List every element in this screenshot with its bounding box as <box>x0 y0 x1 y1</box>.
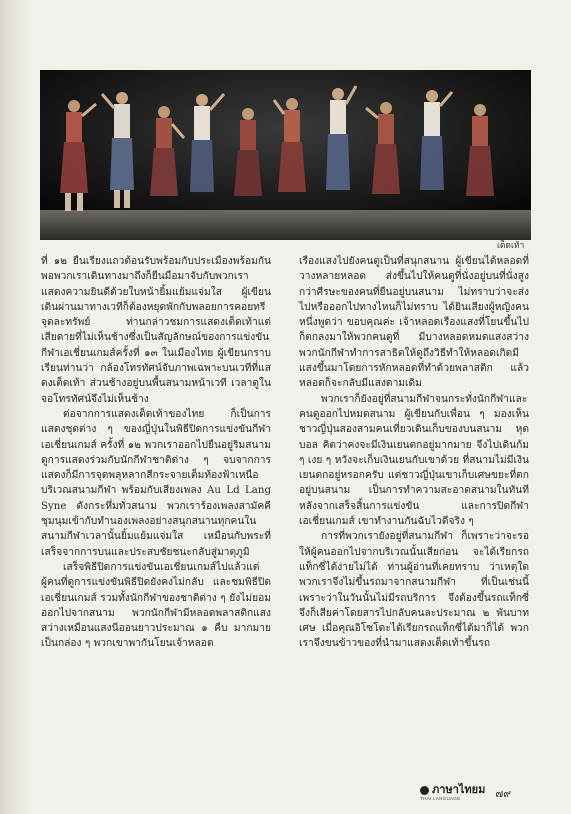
paragraph: เสร็จพิธีปิดการแข่งขันเอเชี่ยนเกมส์ไปแล้วแต่ผู้คนที่ดูการแข่งขันพิธีปิดยังคงไม่กลับ และชมพิธีปิดเอเชี่ยนเกมส์ รวมทั้งนักกีฬาของชาติต่าง ๆ ยังไม่ยอมออกไปจากสนาม พวกนักกีฬามีหลอดพลาสติกแสงสว่างเหมือนแสงนีออนยาวประมาณ ๑ คืบ มากมายเป็นกล่อง ๆ พวกเขาพากันโยนเจ้าหลอด <box>41 561 271 650</box>
left-text-column <box>41 254 271 652</box>
paragraph: เรืองแสงไปยังคนดูเป็นที่สนุกสนาน ผู้เขียนได้หลอดที่วางหลายหลอด ส่งขึ้นไปให้คนดูที่นั่งอยู่บนที่นั่งสูงกว่าศีรษะของคนที่ยืนอยู่บนสนาม ไม่ทราบว่าจะส่งไปหรือออกไปทางไหนก็ไม่ทราบ ได้ยินเสียงผู้หญิงคนหนึ่งพูดว่า ขอบคุณค่ะ เจ้าหลอดเรืองแสงที่โยนขึ้นไปก็ตกลงมาให้พวกคนดูที่ มีบางหลอดหมดแสงสว่าง พวกนักกีฬาทำการสาธิตให้ดูถึงวิธีทำให้หลอดเกิดมีแสงขึ้นมาโดยการหักหลอดที่ทำด้วยพลาสติก แล้วหลอดก็จะกลับมีแสงตามเดิม <box>299 256 529 390</box>
logo-mark-icon <box>420 786 429 795</box>
page-footer <box>420 784 511 802</box>
paragraph: การที่พวกเรายังอยู่ที่สนามกีฬา ก็เพราะว่าจะรอให้ผู้คนออกไปจากบริเวณนั้นเสียก่อน จะได้เรียกรถแท็กซี่ได้ง่ายไม่ได้ ท่านผู้อ่านที่เคยทราบ ว่าเหตุใดพวกเราจึงไม่ขึ้นรถมาจากสนามกีฬา ที่เป็นเช่นนี้เพราะว่าในวันนั้นไม่มีรถบริการ จึงต้องขึ้นรถแท็กซี่จึงก็เสียค่าโดยสารไปกลับคนละประมาณ ๒ พันบาทเศษ เมื่อคุณอิโซโดะได้เรียกรถแท็กซี่ได้มาก็ได้ พวกเราจึงขนข้าวของที่นำมาแสดงเต็ดเท้าขึ้นรถ <box>299 531 529 650</box>
brand-subtitle: THAI LANGUAGE <box>420 795 461 801</box>
performance-photo <box>40 70 531 240</box>
paragraph: ที่ ๑๒ ยืนเรียงแถวต้อนรับพร้อมกับประเมืองพร้อมกัน พอพวกเราเดินทางมาถึงก็ยืนมือมาจับกับพวกเรา แสดงความยินดีด้วยใบหน้ายิ้มแย้มแจ่มใส ผู้เขียนเดินผ่านมาทางเวทีก็ต้องหยุดพักกับพลอยการคอยทรีจุดละทรัพย์ ท่านกล่าวชมการแสดงเต็ดเท้าแต่เสียดายที่ไม่เห็นช้างซึ่งเป็นสัญลักษณ์ของการแข่งขันกีฬาเอเชี่ยนเกมส์ครั้งที่ ๑๓ ในเมืองไทย ผู้เขียนกราบเรียนท่านว่า กล้องโทรทัศน์จับภาพเฉพาะบนเวทีที่แสดงเต็ดเท้า ส่วนช้างอยู่บนพื้นสนามหน้าเวที เวลาดูในจอโทรทัศน์จึงไม่เห็นช้าง <box>41 256 271 405</box>
stage-dancers-illustration <box>40 70 531 240</box>
paragraph: พวกเราก็ยังอยู่ที่สนามกีฬาจนกระทั่งนักกีฬาและคนดูออกไปหมดสนาม ผู้เขียนกับเพื่อน ๆ มองเห็นชาวญี่ปุ่นสองสามคนเที่ยวเดินเก็บของบนสนาม หุดบอล คิดว่าคงจะมีเงินเยนตกอยู่มากมาย จึงไปเดินก้ม ๆ เงย ๆ หวังจะเก็บเงินเยนกับเขาด้วย ที่สนามไม่มีเงินเยนตกอยู่หรอกครับ แต่ชาวญี่ปุ่นเขาเก็บเศษขยะที่ตกอยู่บนสนาม เป็นการทำความสะอาดสนามในทันทีหลังจากเสร็จสิ้นการแข่งขัน และการปิดกีฬาเอเชี่ยนเกมส์ เขาทำงานกันฉับไวดีจริง ๆ <box>299 393 529 528</box>
adjacent-page-edge <box>0 0 30 814</box>
brand-name: ภาษาไทยม <box>432 783 486 796</box>
page-number: ๗๙ <box>495 787 511 800</box>
magazine-logo <box>420 785 485 802</box>
right-text-column <box>299 254 529 652</box>
photo-caption: เต็ดเท้า <box>497 241 525 251</box>
paragraph: ต่อจากการแสดงเต็ดเท้าของไทย ก็เป็นการแสดงชุดต่าง ๆ ของญี่ปุ่นในพิธีปิดการแข่งขันกีฬาเอเชี่ยนเกมส์ ครั้งที่ ๑๒ พวกเราออกไปยืนอยู่ริมสนามดูการแสดงร่วมกับนักกีฬาชาติต่าง ๆ จบจากการแสดงก็มีการจุดพลุหลากสีกระจายเต็มท้องฟ้าเหนือบริเวณสนามกีฬา พร้อมกับเสียงเพลง Au Ld Lang Syne ดังกระหึ่มทั่วสนาม พวกเราร้องเพลงสามัคคีชุมนุมเข้ากับทำนองเพลงอย่างสนุกสนานทุกคนในสนามกีฬาเวลานั้นยิ้มแย้มแจ่มใส เหมือนกับพระที่เสร็จจากการบนและประสบชัยชนะกลับสู่มาตุภูมิ <box>41 408 271 558</box>
